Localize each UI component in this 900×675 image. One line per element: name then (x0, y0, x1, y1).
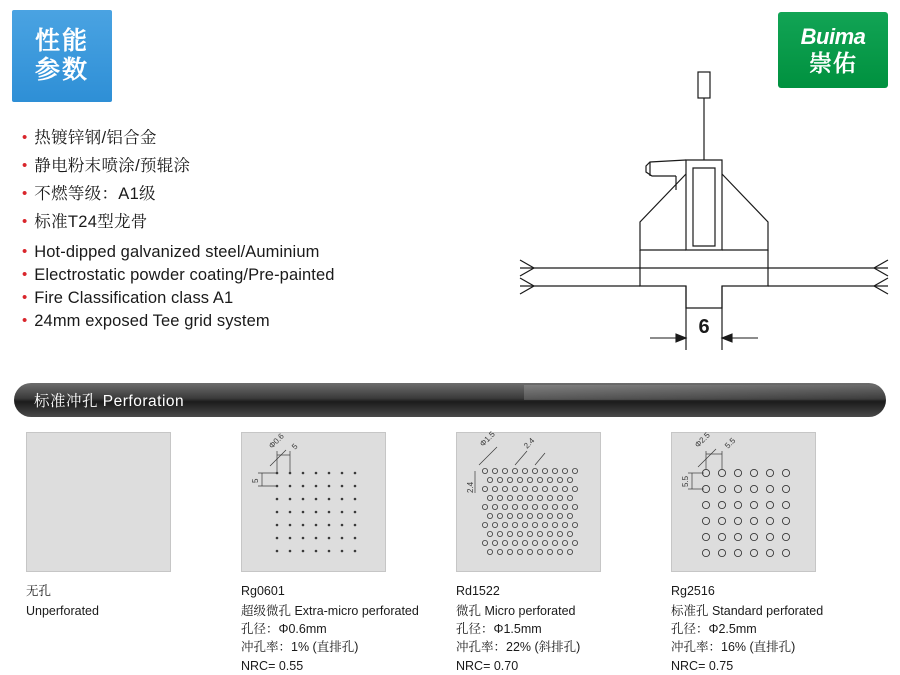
list-item (22, 180, 492, 204)
bullet-dot-icon: • (22, 129, 28, 146)
dim-hole-diameter: Φ0.6 (267, 431, 286, 451)
logo-chinese-name: 崇佑 (809, 49, 857, 76)
dim-pitch-x: 2.4 (522, 436, 537, 451)
card-diameter: 孔径：Φ1.5mm (456, 622, 542, 637)
spacer (22, 236, 492, 243)
card-text (26, 582, 231, 620)
bullet-dot-icon: • (22, 157, 28, 174)
badge-line-1: 性能 (34, 27, 89, 56)
bullet-dot-icon: • (22, 243, 28, 260)
feature-en-1: Hot-dipped galvanized steel/Auminium (34, 243, 320, 261)
card-name: 微孔 Micro perforated (456, 604, 576, 619)
card-name: Unperforated (26, 604, 99, 619)
card-nrc: NRC= 0.70 (456, 658, 519, 673)
swatch-unperforated (26, 432, 171, 572)
perforation-card (671, 432, 886, 675)
swatch-micro-perforated (456, 429, 601, 572)
card-code: Rg2516 (671, 584, 715, 598)
feature-en-3: Fire Classification class A1 (34, 289, 234, 307)
feature-cn-3: 不燃等级：A1级 (34, 185, 156, 203)
pattern-svg-medium (672, 430, 817, 573)
perforation-card (456, 429, 671, 675)
perforation-card (241, 432, 456, 675)
bullet-dot-icon: • (22, 266, 28, 283)
bullet-dot-icon: • (22, 213, 28, 230)
bar-sheen (524, 385, 894, 400)
list-item (22, 124, 492, 148)
list-item (22, 289, 492, 308)
drawing-svg (500, 50, 895, 350)
performance-badge (12, 10, 112, 102)
dim-pitch-x: 5 (290, 441, 300, 452)
bullet-dot-icon: • (22, 312, 28, 329)
card-code: Rg0601 (241, 584, 285, 598)
pattern-svg-sparse (242, 433, 387, 573)
dim-pitch-y: 5 (251, 478, 260, 483)
dim-hole-diameter: Φ2.5 (693, 430, 712, 450)
logo-wordmark: Buima (800, 23, 866, 49)
section-title: 标准冲孔 Perforation (34, 393, 185, 410)
dim-pitch-y: 5.5 (681, 475, 690, 487)
swatch-extra-micro-perforated (241, 432, 386, 572)
feature-cn-2: 静电粉末喷涂/预辊涂 (34, 157, 191, 175)
card-code: Rd1522 (456, 584, 500, 598)
card-text (241, 582, 446, 675)
card-rate: 冲孔率：16% (直排孔) (671, 640, 796, 655)
list-item (22, 243, 492, 262)
list-item (22, 312, 492, 331)
perforation-card (26, 432, 241, 675)
card-text (456, 582, 661, 675)
bullet-dot-icon: • (22, 185, 28, 202)
bullet-dot-icon: • (22, 289, 28, 306)
card-diameter: 孔径：Φ0.6mm (241, 622, 327, 637)
card-name: 标准孔 Standard perforated (671, 604, 824, 619)
card-diameter: 孔径：Φ2.5mm (671, 622, 757, 637)
swatch-standard-perforated (671, 432, 816, 572)
list-item (22, 208, 492, 232)
card-nrc: NRC= 0.55 (241, 658, 304, 673)
dim-pitch-y: 2.4 (466, 481, 475, 493)
badge-line-2: 参数 (34, 56, 89, 84)
dim-hole-diameter: Φ1.5 (478, 429, 497, 449)
list-item (22, 152, 492, 176)
card-rate: 冲孔率：22% (斜排孔) (456, 640, 581, 655)
perforation-card-list (26, 429, 886, 675)
card-name: 超级微孔 Extra-micro perforated (241, 604, 419, 619)
card-nrc: NRC= 0.75 (671, 658, 734, 673)
section-header-perforation (14, 383, 886, 417)
card-code: 无孔 (26, 584, 52, 598)
tee-grid-technical-drawing (500, 50, 895, 350)
card-text (671, 582, 876, 675)
feature-en-4: 24mm exposed Tee grid system (34, 312, 270, 330)
dimension-label-6: 6 (698, 316, 710, 338)
list-item (22, 266, 492, 285)
dim-pitch-x: 5.5 (723, 436, 738, 451)
feature-cn-1: 热镀锌钢/铝合金 (34, 129, 157, 147)
feature-cn-4: 标准T24型龙骨 (34, 213, 148, 231)
feature-list (22, 124, 492, 335)
feature-en-2: Electrostatic powder coating/Pre-painted (34, 266, 335, 284)
card-rate: 冲孔率：1% (直排孔) (241, 640, 359, 655)
pattern-svg-dense (457, 429, 602, 573)
